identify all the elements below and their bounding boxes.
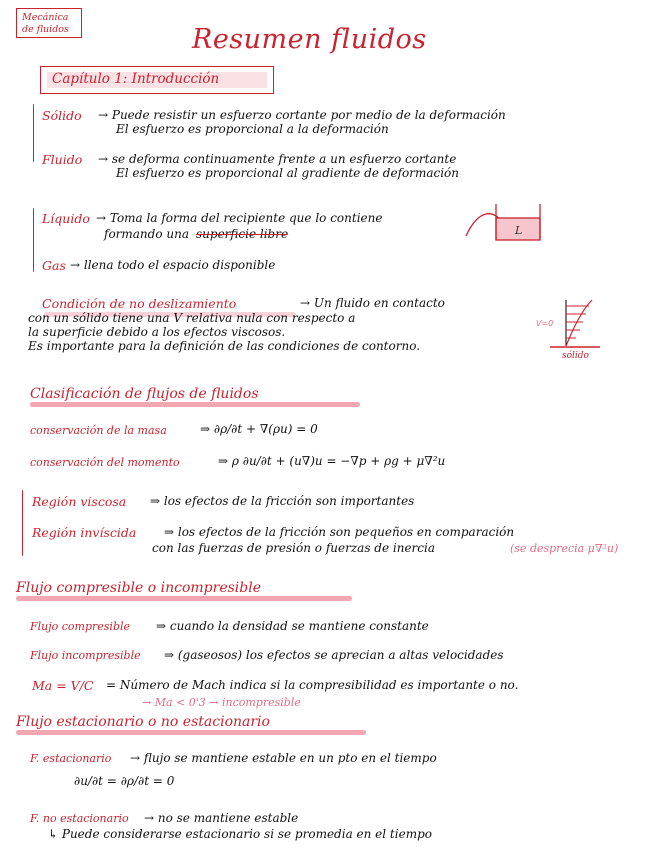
page-title: Resumen fluidos <box>192 24 427 55</box>
fluid-line1: → se deforma continuamente frente a un esfuerzo cortante <box>98 152 457 166</box>
classification-heading: Clasificación de flujos de fluidos <box>30 386 259 402</box>
subject-tag-line2: de fluidos <box>22 24 69 35</box>
nonstationary-text: → no se mantiene estable <box>144 811 299 825</box>
gas-term: Gas <box>42 258 66 273</box>
solid-wall-label: sólido <box>562 351 589 361</box>
noslip-line4: Es importante para la definición de las condiciones de contorno. <box>28 339 421 353</box>
compressible-text: ⇒ cuando la densidad se mantiene constante <box>156 619 429 633</box>
tank-label: L <box>515 224 523 237</box>
stationary-term: F. estacionario <box>30 752 112 765</box>
region-brace <box>22 490 23 556</box>
subject-tag <box>16 8 82 38</box>
mass-label: conservación de la masa <box>30 424 167 437</box>
stationary-underline <box>16 730 366 735</box>
mass-equation: ⇒ ∂ρ/∂t + ∇(ρu) = 0 <box>200 422 318 436</box>
nonstationary-term: F. no estacionario <box>30 812 129 825</box>
fluid-term: Fluido <box>42 152 83 167</box>
liquid-gas-brace <box>33 208 34 272</box>
noslip-term: Condición de no deslizamiento <box>42 296 237 311</box>
fluid-line2: El esfuerzo es proporcional al gradiente de deformación <box>116 166 460 180</box>
solid-line2: El esfuerzo es proporcional a la deformación <box>116 122 389 136</box>
inviscid-text2: con las fuerzas de presión o fuerzas de inercia <box>152 541 436 555</box>
solid-fluid-brace <box>33 104 34 162</box>
nonstationary-text2: ↳ Puede considerarse estacionario si se promedia en el tiempo <box>48 827 432 841</box>
gas-line1: → llena todo el espacio disponible <box>70 258 276 272</box>
liquid-tank-sketch <box>460 200 550 250</box>
mach-text: = Número de Mach indica si la compresibilidad es importante o no. <box>106 678 519 692</box>
compressible-heading: Flujo compresible o incompresible <box>16 580 261 596</box>
stationary-heading: Flujo estacionario o no estacionario <box>16 714 270 730</box>
compressible-underline <box>16 596 352 601</box>
stationary-text: → flujo se mantiene estable en un pto en el tiempo <box>130 751 437 765</box>
noslip-line1: → Un fluido en contacto <box>300 296 445 310</box>
mach-term: Ma = V/C <box>32 678 94 693</box>
liquid-term: Líquido <box>42 211 90 226</box>
liquid-line2b: superficie libre <box>196 227 289 241</box>
stationary-equation: ∂u/∂t = ∂ρ/∂t = 0 <box>74 774 175 788</box>
incompressible-term: Flujo incompresible <box>30 649 141 662</box>
subject-tag-line1: Mecánica <box>22 12 69 23</box>
momentum-equation: ⇒ ρ ∂u/∂t + (u∇)u = −∇p + ρg + μ∇²u <box>218 454 446 468</box>
incompressible-text: ⇒ (gaseosos) los efectos se aprecian a altas velocidades <box>164 648 504 662</box>
inviscid-term: Región invíscida <box>32 525 137 540</box>
velocity-profile-sketch <box>530 296 610 362</box>
viscous-text: ⇒ los efectos de la fricción son importantes <box>150 494 415 508</box>
mach-note: → Ma < 0'3 → incompresible <box>142 696 301 709</box>
inviscid-note: (se desprecia μ∇²u) <box>510 542 619 555</box>
momentum-label: conservación del momento <box>30 456 180 469</box>
inviscid-text: ⇒ los efectos de la fricción son pequeños en comparación <box>164 525 515 539</box>
compressible-term: Flujo compresible <box>30 620 131 633</box>
noslip-line2: con un sólido tiene una V relativa nula con respecto a <box>28 311 356 325</box>
liquid-line2a: formando una <box>104 227 189 241</box>
viscous-term: Región viscosa <box>32 494 127 509</box>
velocity-zero-label: V=0 <box>536 319 554 328</box>
liquid-line1: → Toma la forma del recipiente que lo contiene <box>96 211 383 225</box>
chapter-title: Capítulo 1: Introducción <box>52 71 220 87</box>
classification-underline <box>30 402 360 407</box>
solid-term: Sólido <box>42 108 82 123</box>
solid-line1: → Puede resistir un esfuerzo cortante por medio de la deformación <box>98 108 506 122</box>
noslip-line3: la superficie debido a los efectos viscosos. <box>28 325 286 339</box>
